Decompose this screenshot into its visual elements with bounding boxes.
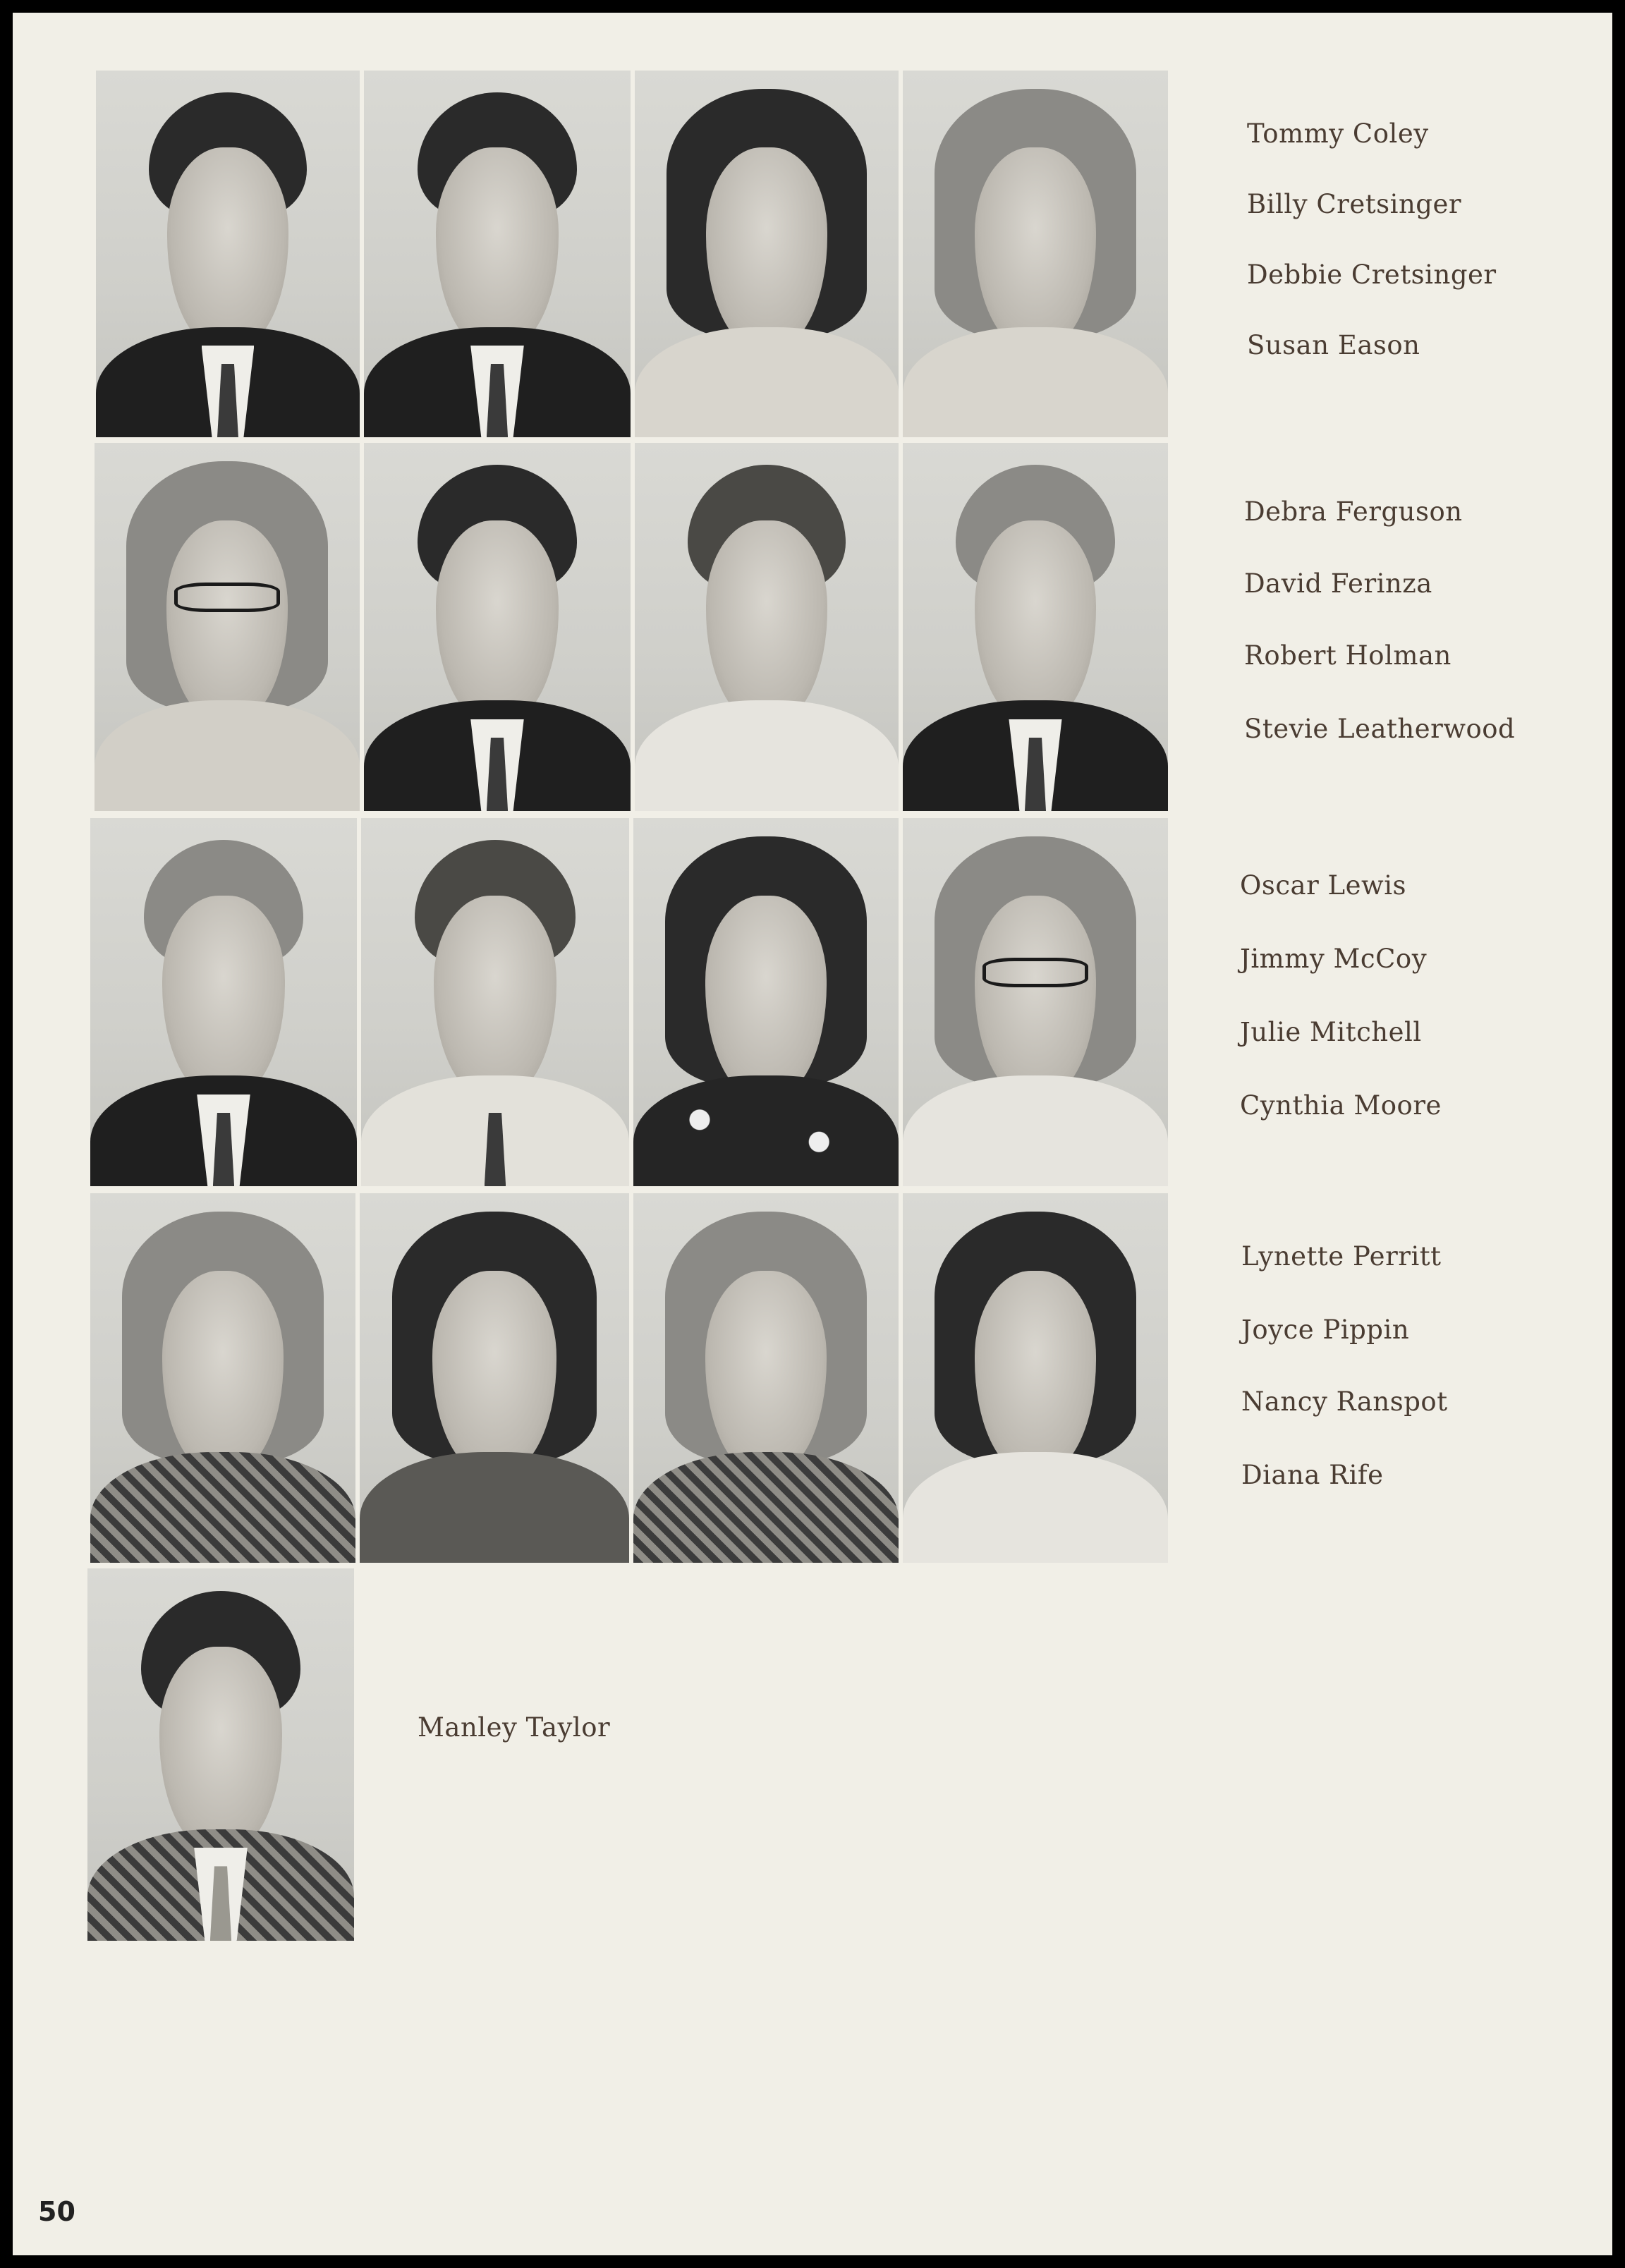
student-photo <box>635 71 899 437</box>
student-name: Lynette Perritt <box>1241 1241 1442 1272</box>
student-name: Jimmy McCoy <box>1240 944 1428 974</box>
student-name: Tommy Coley <box>1247 118 1429 149</box>
page-number: 50 <box>38 2196 75 2227</box>
student-photo <box>96 71 360 437</box>
student-name: Debbie Cretsinger <box>1247 260 1497 290</box>
student-photo <box>903 71 1168 437</box>
student-photo <box>903 443 1168 811</box>
student-name: Diana Rife <box>1241 1460 1384 1490</box>
student-name: Billy Cretsinger <box>1247 189 1462 219</box>
student-photo <box>95 443 360 811</box>
student-photo <box>90 818 357 1186</box>
student-photo <box>87 1568 354 1941</box>
student-name: Susan Eason <box>1247 330 1420 360</box>
student-name: Debra Ferguson <box>1244 496 1463 527</box>
student-photo <box>633 1193 899 1563</box>
student-photo <box>364 443 631 811</box>
student-photo <box>364 71 631 437</box>
student-name: Oscar Lewis <box>1240 870 1407 901</box>
student-name: Nancy Ranspot <box>1241 1386 1448 1417</box>
yearbook-page <box>13 13 1612 2255</box>
student-name: David Ferinza <box>1244 568 1432 599</box>
student-photo <box>361 818 629 1186</box>
student-photo <box>635 443 899 811</box>
student-photo <box>360 1193 629 1563</box>
student-photo <box>90 1193 355 1563</box>
student-name: Stevie Leatherwood <box>1244 714 1516 744</box>
student-name: Robert Holman <box>1244 640 1451 671</box>
student-photo <box>903 818 1168 1186</box>
student-photo <box>903 1193 1168 1563</box>
student-name: Joyce Pippin <box>1241 1315 1410 1345</box>
student-photo <box>633 818 899 1186</box>
student-name: Cynthia Moore <box>1240 1090 1442 1121</box>
student-name: Manley Taylor <box>418 1712 611 1743</box>
student-name: Julie Mitchell <box>1240 1017 1422 1047</box>
